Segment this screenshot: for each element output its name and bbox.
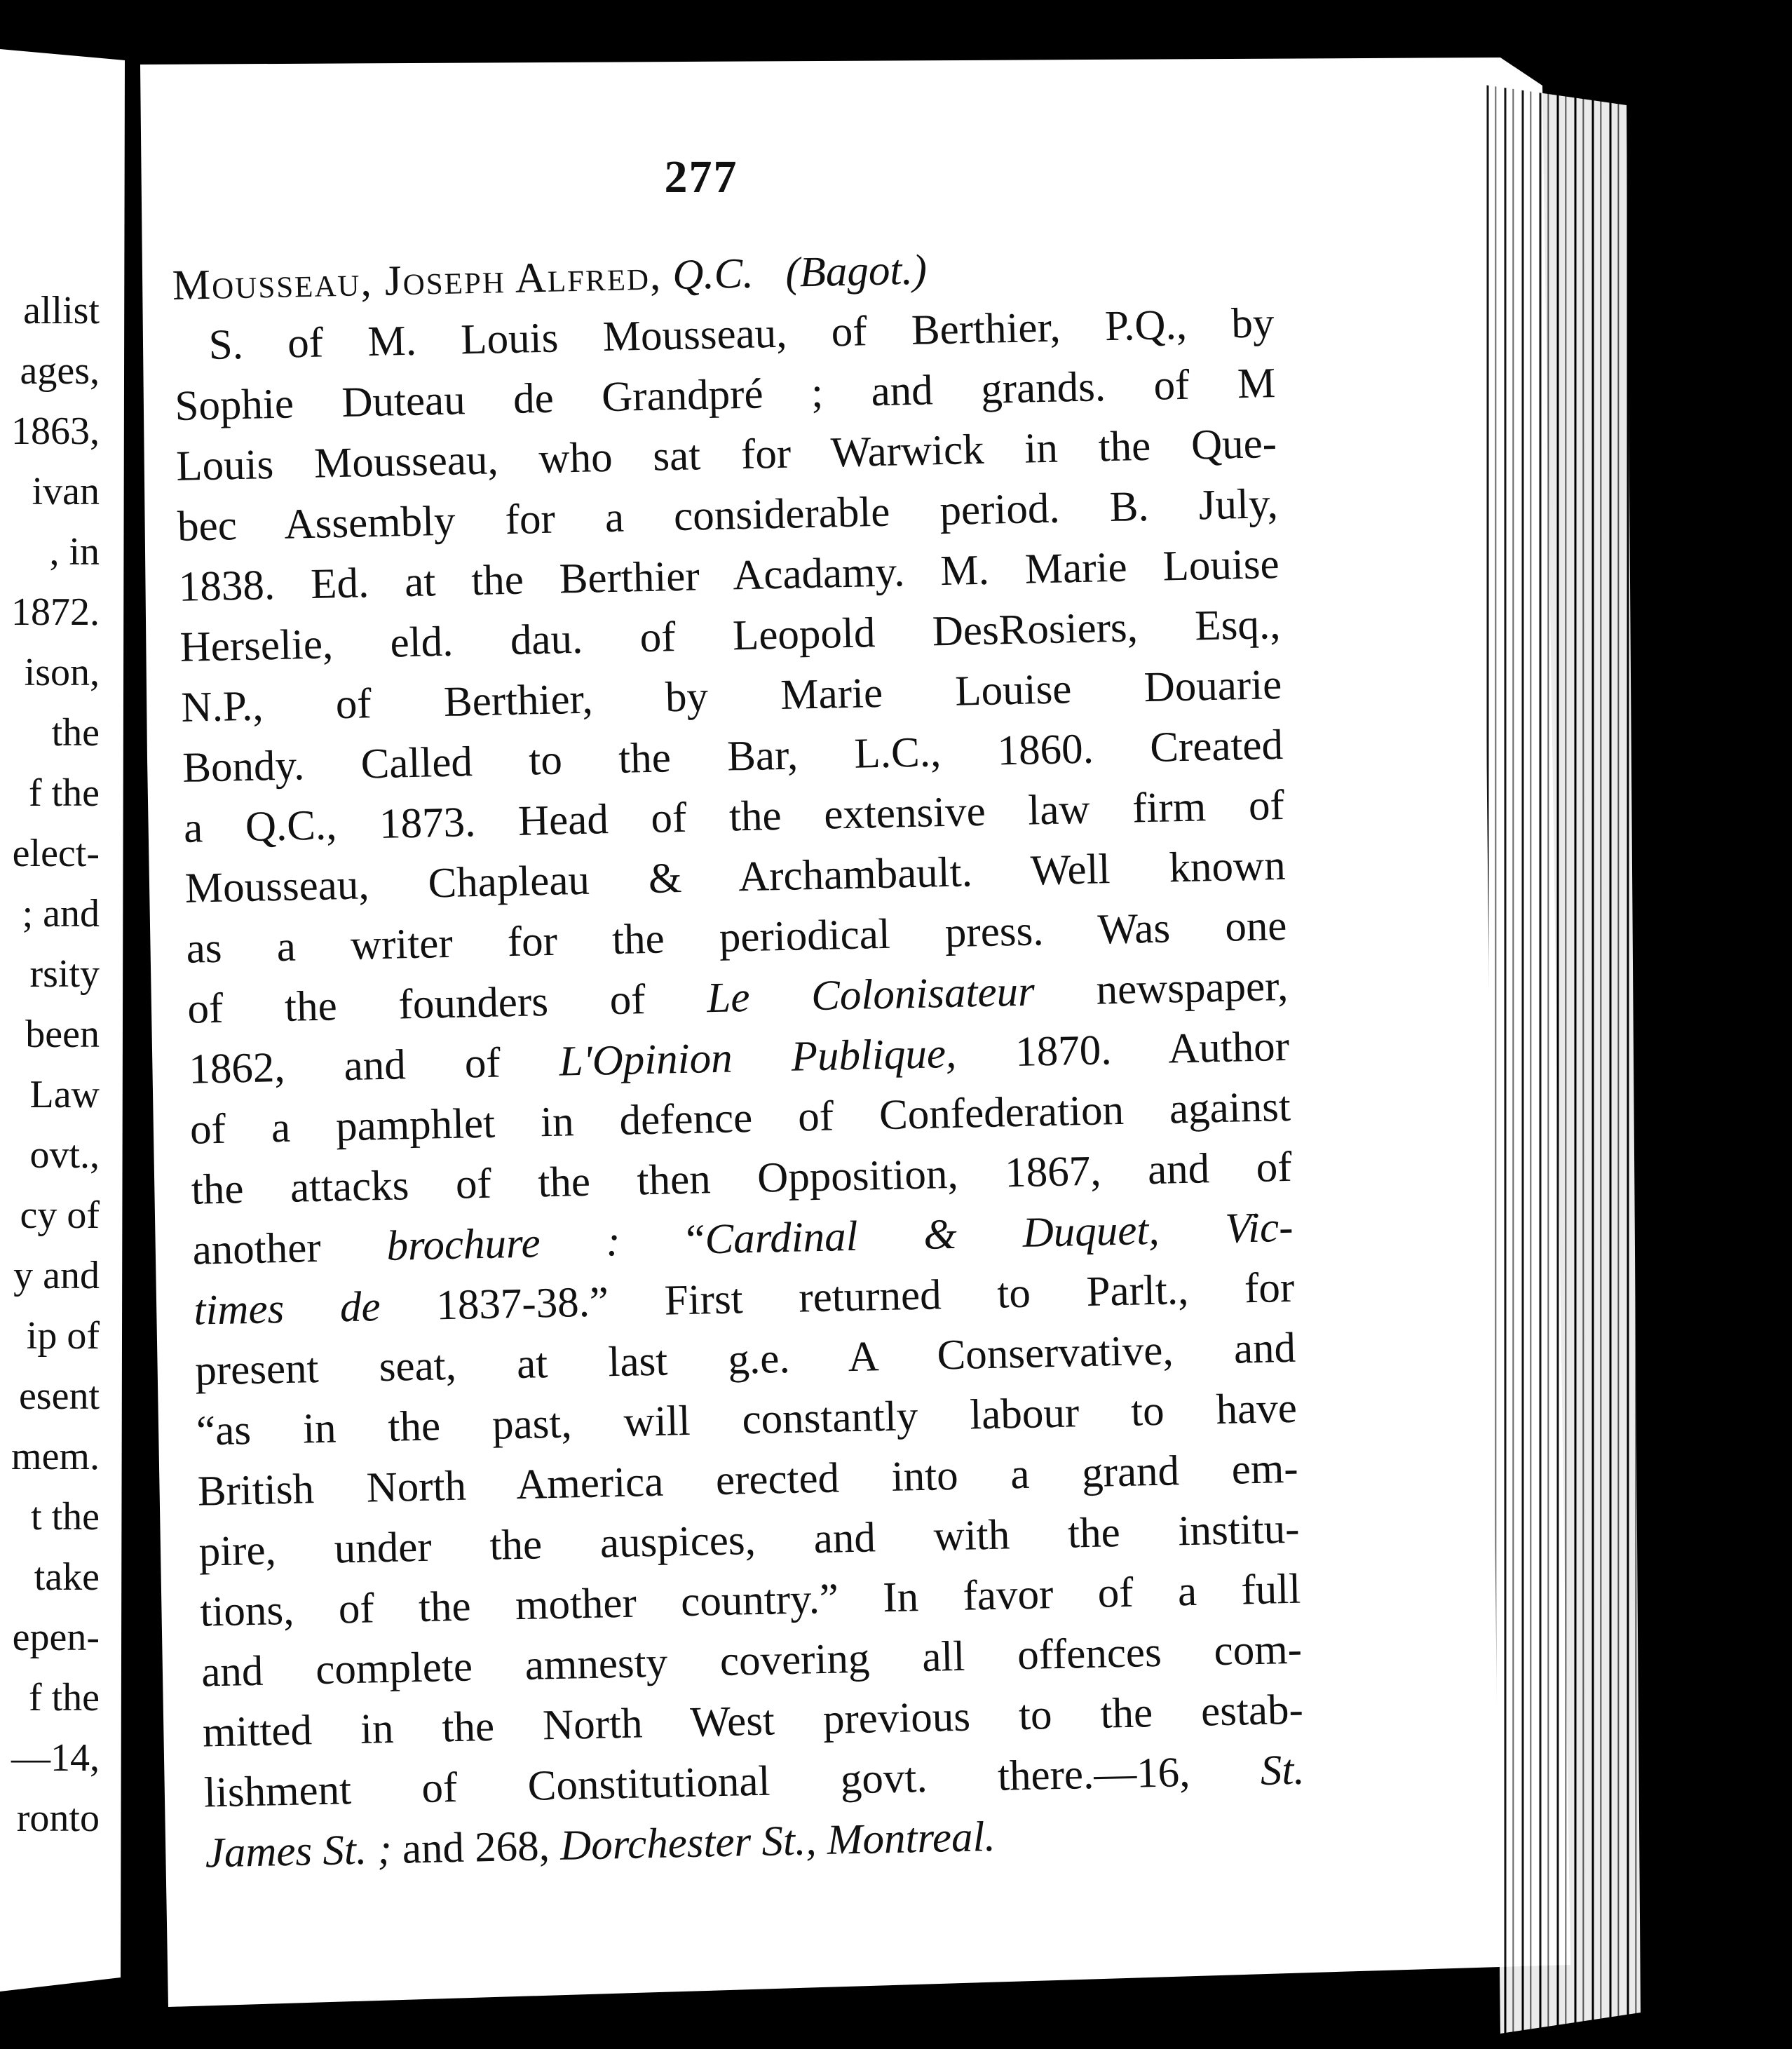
text-run: British North America erected into a grand em- <box>197 1445 1299 1515</box>
text-run: and 268, <box>391 1822 561 1873</box>
page-number: 277 <box>664 151 738 203</box>
text-run: as a writer for the periodical press. Was one <box>186 902 1288 973</box>
text-run: present seat, at last g.e. A Conservative, and <box>194 1324 1296 1395</box>
text-run: lishment of Constitutional govt. there.—16, <box>203 1747 1261 1817</box>
text-run: S. of M. Louis Mousseau, of Berthier, P.Q., by <box>208 299 1275 369</box>
left-page-fragment: take <box>34 1555 100 1599</box>
italic-text: Dorchester St., Montreal. <box>559 1813 996 1869</box>
left-page-fragment: epen- <box>12 1616 100 1659</box>
left-page-fragment: f the <box>28 1676 100 1719</box>
left-page-fragment: the <box>51 711 100 755</box>
text-run: a Q.C., 1873. Head of the extensive law firm of <box>183 781 1285 852</box>
left-page-fragment: t the <box>31 1495 100 1539</box>
text-run: N.P., of Berthier, by Marie Louise Douarie <box>180 661 1282 731</box>
left-page-fragment: esent <box>18 1374 100 1418</box>
text-run: 1870. Author <box>956 1022 1290 1077</box>
italic-text: James St. ; <box>205 1825 393 1877</box>
left-page-fragment: been <box>25 1013 100 1056</box>
text-run: mitted in the North West previous to the estab- <box>202 1686 1304 1757</box>
text-run: bec Assembly for a considerable period. B. July, <box>177 480 1279 550</box>
text-run: and complete amnesty covering all offences com- <box>201 1625 1303 1696</box>
text-run: of the founders of <box>186 975 708 1033</box>
italic-text: Le Colonisateur <box>706 968 1036 1022</box>
left-page-fragment: ovt., <box>29 1133 100 1177</box>
left-page-fragment: Law <box>29 1073 100 1116</box>
left-page-fragment: allist <box>23 289 100 332</box>
italic-text: times de <box>193 1283 381 1334</box>
left-page-fragment: ivan <box>32 470 100 513</box>
text-run: tions, of the mother country.” In favor of a full <box>199 1565 1301 1636</box>
text-run: Bondy. Called to the Bar, L.C., 1860. Created <box>182 721 1284 792</box>
left-page-fragment: ages, <box>20 349 100 393</box>
text-run: Louis Mousseau, who sat for Warwick in the Que- <box>175 420 1277 490</box>
text-run: “as in the past, will constantly labour to have <box>196 1384 1298 1455</box>
italic-text: L'Opinion Publique, <box>559 1029 957 1086</box>
left-page-fragment: 1863, <box>11 410 100 453</box>
text-run: the attacks of the then Opposition, 1867, and of <box>191 1143 1293 1214</box>
entry-name: Mousseau, Joseph Alfred, <box>172 252 663 309</box>
left-page-fragment: y and <box>13 1254 100 1297</box>
text-run: another <box>192 1222 388 1274</box>
text-run: 1837-38.” First returned to Parlt., for <box>379 1264 1295 1331</box>
left-page-fragment: 1872. <box>11 590 100 634</box>
left-page-fragment: , in <box>49 530 100 574</box>
left-page-fragment: ronto <box>16 1797 100 1840</box>
text-run: 1838. Ed. at the Berthier Acadamy. M. Marie Louise <box>178 541 1280 611</box>
italic-text: St. <box>1260 1746 1305 1794</box>
text-run: Sophie Duteau de Grandpré ; and grands. of M <box>174 360 1276 430</box>
text-run: “ <box>619 1216 706 1265</box>
text-run: 1862, and of <box>188 1038 560 1093</box>
biography-entry <box>172 233 1306 1884</box>
left-page-fragment: rsity <box>29 952 100 996</box>
entry-title: Q.C. <box>672 250 754 299</box>
left-page-fragment: ip of <box>26 1314 100 1358</box>
left-page-fragment: ison, <box>24 651 100 694</box>
left-page-fragment: f the <box>28 771 100 815</box>
text-run: of a pamphlet in defence of Confederation against <box>189 1083 1291 1154</box>
left-page-fragment: mem. <box>11 1435 100 1478</box>
left-page-fragment: elect- <box>12 832 100 875</box>
text-run: newspaper, <box>1034 962 1289 1015</box>
italic-text: Cardinal & Duquet, Vic- <box>704 1203 1294 1264</box>
entry-body <box>173 293 1306 1884</box>
page-edges <box>1479 84 1641 2034</box>
left-page-fragment: cy of <box>20 1193 100 1237</box>
book-gutter <box>125 56 143 1991</box>
text-run: Herselie, eld. dau. of Leopold DesRosiers, Esq., <box>179 601 1282 671</box>
italic-text: brochure : <box>386 1217 621 1270</box>
text-run: pire, under the auspices, and with the institu- <box>198 1505 1301 1576</box>
left-page-fragment: ; and <box>22 892 100 935</box>
text-run: Mousseau, Chapleau & Archambault. Well known <box>184 841 1287 912</box>
entry-constituency: (Bagot.) <box>785 246 928 297</box>
left-page-fragment: —14, <box>11 1736 100 1780</box>
